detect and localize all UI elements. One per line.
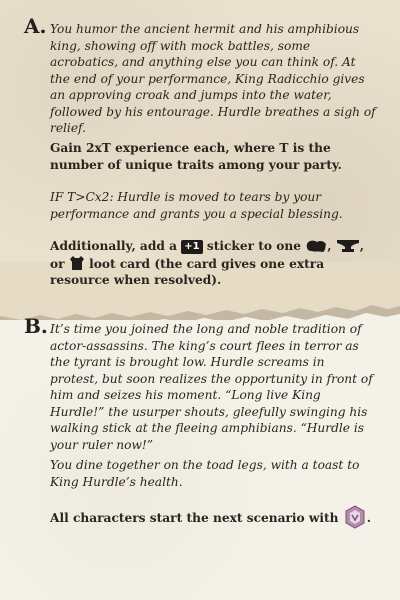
hide-icon — [305, 239, 327, 253]
closing-suffix: . — [366, 511, 372, 525]
blessing-condition-icon — [343, 505, 367, 529]
closing-prefix: All characters start the next scenario with — [50, 511, 339, 525]
section-a-conditional: IF T>Cx2: Hurdle is moved to tears by your performance and grants you a special blessing. — [50, 190, 343, 221]
metal-anvil-icon — [336, 239, 360, 253]
plus-one-sticker-badge: +1 — [181, 240, 202, 254]
section-a-sticker-text — [50, 238, 376, 289]
section-b-narrative: It’s time you joined the long and noble tradition of actor-assassins. The king’s court flees in terror as the tyrant is brought low. Hurdle screams in protest, but soon realizes the opportunity in front of him and seizes his moment. “Long live King Hurdle!” the usurper shouts, gleefully swinging his walking stick at the fleeing amphibians. “Hurdle is your ruler now!” — [50, 322, 373, 452]
sticker-prefix: Additionally, add a — [50, 239, 178, 253]
sticker-suffix: loot card (the card gives one extra resource when resolved). — [50, 256, 325, 287]
section-a-narrative: You humor the ancient hermit and his amphibious king, showing off with mock battles, some acrobatics, and anything else you can think of. At the end of your performance, King Radicchio gives an approving croak and jumps into the water, followed by his entourage. Hurdle breathes a sigh of relief. — [50, 22, 376, 135]
section-a-reward: Gain 2xT experience each, where T is the number of unique traits among your party. — [50, 141, 342, 172]
section-b-dine: You dine together on the toad legs, with a toast to King Hurdle’s health. — [50, 458, 360, 489]
sticker-middle: sticker to one — [206, 239, 302, 253]
hide-armor-icon — [69, 255, 85, 271]
section-b-closing — [50, 505, 376, 529]
sticker-separator-2: , or — [50, 239, 365, 271]
sticker-separator-1: , — [327, 239, 332, 253]
section-a-letter: A. — [24, 14, 47, 38]
section-b-letter: B. — [24, 314, 48, 338]
